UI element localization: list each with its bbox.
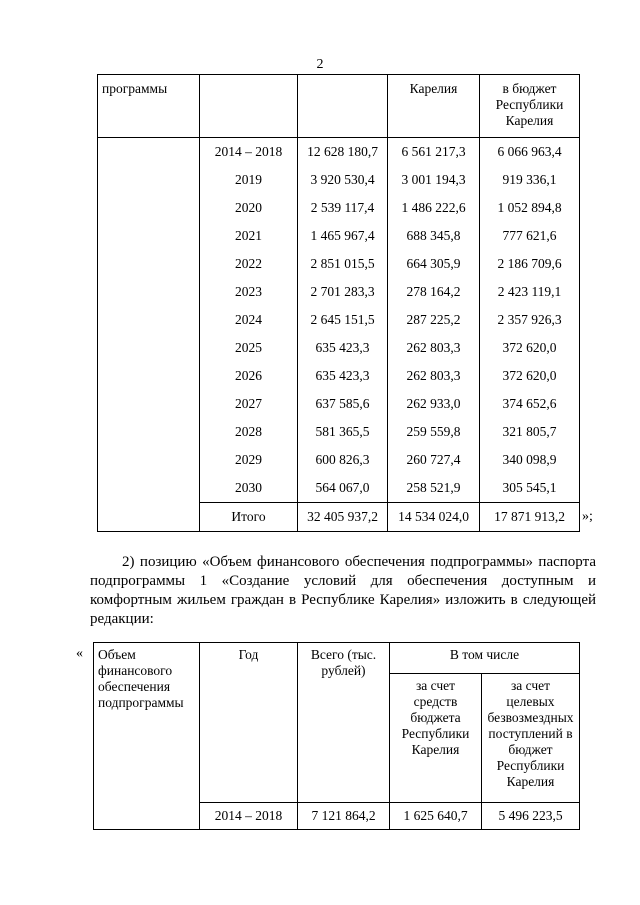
- empty-program-cell: [98, 250, 200, 278]
- table-header-row: [98, 75, 580, 138]
- empty-program-cell: [98, 474, 200, 503]
- total-grants: 17 871 913,2: [480, 503, 580, 532]
- amendment-text: 2) позицию «Объем финансового обеспечения подпрограммы» паспорта подпрограммы 1 «Создание условий для обеспечения доступным и комфортным жильем граждан в Республике Карелия» изложить в следующей редакции:: [90, 554, 596, 627]
- cell-grants: 340 098,9: [480, 446, 580, 474]
- table-row: [98, 138, 580, 167]
- header-year-empty: [200, 75, 298, 138]
- cell-grants: 305 545,1: [480, 474, 580, 503]
- cell-year: 2025: [200, 334, 298, 362]
- cell-grants: 777 621,6: [480, 222, 580, 250]
- cell-grants: 2 357 926,3: [480, 306, 580, 334]
- table-row: [98, 446, 580, 474]
- opening-quote: «: [76, 646, 83, 661]
- funding-table-continued: [97, 74, 580, 532]
- table-row: [98, 194, 580, 222]
- cell-total: 581 365,5: [298, 418, 388, 446]
- table-row: [98, 222, 580, 250]
- cell-total: 2 701 283,3: [298, 278, 388, 306]
- table-row: [98, 418, 580, 446]
- cell-budget: 258 521,9: [388, 474, 480, 503]
- cell-grants: 1 052 894,8: [480, 194, 580, 222]
- empty-program-cell: [98, 278, 200, 306]
- cell-budget: 664 305,9: [388, 250, 480, 278]
- header-year: Год: [200, 643, 298, 803]
- amendment-paragraph: [90, 553, 596, 629]
- header-total-empty: [298, 75, 388, 138]
- header-grants: в бюджет Республики Карелия: [480, 75, 580, 138]
- funding-table-new: [93, 642, 580, 830]
- cell-total: 1 465 967,4: [298, 222, 388, 250]
- empty-program-cell: [98, 390, 200, 418]
- empty-program-cell: [98, 418, 200, 446]
- header-total: Всего (тыс. рублей): [298, 643, 390, 803]
- page-number: 2: [316, 57, 324, 72]
- cell-total: 2 645 151,5: [298, 306, 388, 334]
- table-row: [98, 166, 580, 194]
- table-row: [98, 306, 580, 334]
- cell-budget: 260 727,4: [388, 446, 480, 474]
- header-volume: Объем финансового обеспечения подпрограммы: [94, 643, 200, 830]
- empty-program-cell: [98, 334, 200, 362]
- cell-budget: 1 625 640,7: [390, 803, 482, 830]
- cell-total: 2 851 015,5: [298, 250, 388, 278]
- empty-program-cell: [98, 194, 200, 222]
- cell-year: 2021: [200, 222, 298, 250]
- cell-budget: 688 345,8: [388, 222, 480, 250]
- cell-total: 635 423,3: [298, 334, 388, 362]
- cell-budget: 3 001 194,3: [388, 166, 480, 194]
- cell-total: 3 920 530,4: [298, 166, 388, 194]
- header-grants-source: за счет целевых безвозмездных поступлений в бюджет Республики Карелия: [482, 674, 580, 803]
- cell-year: 2019: [200, 166, 298, 194]
- cell-year: 2026: [200, 362, 298, 390]
- cell-budget: 278 164,2: [388, 278, 480, 306]
- table2-header-row: [94, 643, 580, 674]
- cell-budget: 287 225,2: [388, 306, 480, 334]
- cell-year: 2014 – 2018: [200, 138, 298, 167]
- cell-budget: 262 803,3: [388, 362, 480, 390]
- total-budget: 14 534 024,0: [388, 503, 480, 532]
- cell-year: 2023: [200, 278, 298, 306]
- cell-budget: 262 933,0: [388, 390, 480, 418]
- cell-year: 2030: [200, 474, 298, 503]
- cell-total: 2 539 117,4: [298, 194, 388, 222]
- empty-program-cell: [98, 222, 200, 250]
- empty-program-cell: [98, 138, 200, 167]
- table-row: [98, 334, 580, 362]
- cell-total: 7 121 864,2: [298, 803, 390, 830]
- empty-program-cell: [98, 503, 200, 532]
- cell-grants: 5 496 223,5: [482, 803, 580, 830]
- cell-grants: 374 652,6: [480, 390, 580, 418]
- cell-grants: 919 336,1: [480, 166, 580, 194]
- cell-grants: 2 186 709,6: [480, 250, 580, 278]
- cell-grants: 321 805,7: [480, 418, 580, 446]
- cell-total: 635 423,3: [298, 362, 388, 390]
- cell-total: 12 628 180,7: [298, 138, 388, 167]
- empty-program-cell: [98, 446, 200, 474]
- header-program: программы: [98, 75, 200, 138]
- cell-year: 2024: [200, 306, 298, 334]
- cell-year: 2020: [200, 194, 298, 222]
- cell-budget: 1 486 222,6: [388, 194, 480, 222]
- table-row: [98, 474, 580, 503]
- cell-year: 2014 – 2018: [200, 803, 298, 830]
- cell-total: 564 067,0: [298, 474, 388, 503]
- header-budget-source: за счет средств бюджета Республики Карелия: [390, 674, 482, 803]
- empty-program-cell: [98, 306, 200, 334]
- header-budget: Карелия: [388, 75, 480, 138]
- cell-grants: 372 620,0: [480, 362, 580, 390]
- cell-grants: 6 066 963,4: [480, 138, 580, 167]
- cell-budget: 262 803,3: [388, 334, 480, 362]
- cell-year: 2028: [200, 418, 298, 446]
- table-closing-quote: »;: [582, 509, 593, 524]
- cell-budget: 6 561 217,3: [388, 138, 480, 167]
- table-row: [98, 250, 580, 278]
- total-row: [98, 503, 580, 532]
- empty-program-cell: [98, 166, 200, 194]
- table-row: [98, 362, 580, 390]
- cell-year: 2027: [200, 390, 298, 418]
- cell-year: 2029: [200, 446, 298, 474]
- header-including: В том числе: [390, 643, 580, 674]
- cell-total: 637 585,6: [298, 390, 388, 418]
- cell-budget: 259 559,8: [388, 418, 480, 446]
- empty-program-cell: [98, 362, 200, 390]
- table-row: [98, 278, 580, 306]
- cell-total: 600 826,3: [298, 446, 388, 474]
- total-label: Итого: [200, 503, 298, 532]
- cell-grants: 2 423 119,1: [480, 278, 580, 306]
- cell-year: 2022: [200, 250, 298, 278]
- cell-grants: 372 620,0: [480, 334, 580, 362]
- table-row: [98, 390, 580, 418]
- total-sum: 32 405 937,2: [298, 503, 388, 532]
